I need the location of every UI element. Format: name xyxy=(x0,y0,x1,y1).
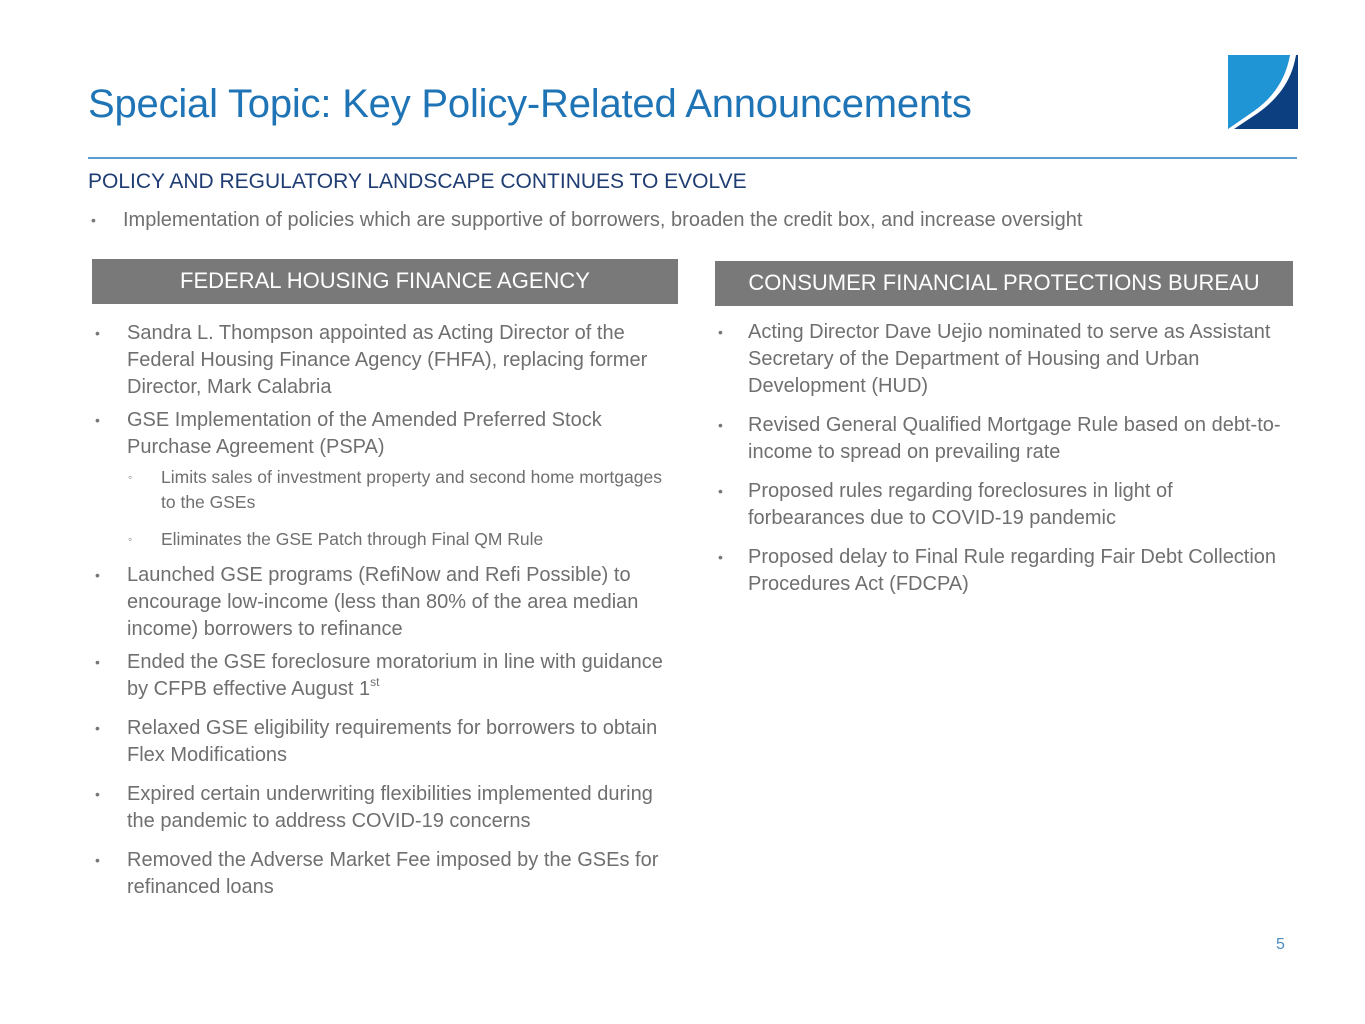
intro-bullet-text: Implementation of policies which are supportive of borrowers, broaden the credit box, and increase oversight xyxy=(123,209,1083,231)
bullet-glyph: • xyxy=(91,212,96,228)
list-item xyxy=(92,847,678,901)
title-divider xyxy=(88,157,1297,159)
cfpb-header: CONSUMER FINANCIAL PROTECTIONS BUREAU xyxy=(715,261,1293,306)
company-logo-icon xyxy=(1228,55,1298,129)
bullet-glyph: • xyxy=(95,786,100,802)
bullet-text: Acting Director Dave Uejio nominated to serve as Assistant Secretary of the Department of Housing and Urban Development (HUD) xyxy=(748,321,1271,397)
bullet-text: GSE Implementation of the Amended Preferred Stock Purchase Agreement (PSPA) xyxy=(127,409,602,458)
intro-bullet xyxy=(88,207,1365,234)
bullet-text: Sandra L. Thompson appointed as Acting Director of the Federal Housing Finance Agency (FHFA), replacing former Director, Mark Calabria xyxy=(127,322,648,398)
superscript: st xyxy=(370,675,380,689)
bullet-text: Proposed rules regarding foreclosures in light of forbearances due to COVID-19 pandemic xyxy=(748,480,1173,529)
list-item xyxy=(715,544,1293,598)
bullet-text: Proposed delay to Final Rule regarding Fair Debt Collection Procedures Act (FDCPA) xyxy=(748,546,1277,595)
bullet-glyph: • xyxy=(95,654,100,670)
list-item xyxy=(715,412,1293,466)
bullet-glyph: • xyxy=(718,324,723,340)
bullet-glyph: • xyxy=(718,417,723,433)
sub-list-item xyxy=(92,527,678,552)
list-item xyxy=(92,407,678,461)
sub-bullet-text: Limits sales of investment property and second home mortgages to the GSEs xyxy=(161,467,662,512)
bullet-glyph: • xyxy=(95,852,100,868)
fhfa-bullet-list xyxy=(92,320,678,901)
bullet-text: Ended the GSE foreclosure moratorium in line with guidance by CFPB effective August 1 xyxy=(127,651,663,700)
bullet-text: Launched GSE programs (RefiNow and Refi Possible) to encourage low-income (less than 80% of the area median income) borrowers to refinance xyxy=(127,564,639,640)
bullet-glyph: • xyxy=(95,325,100,341)
bullet-text: Revised General Qualified Mortgage Rule based on debt-to-income to spread on prevailing rate xyxy=(748,414,1281,463)
page-number: 5 xyxy=(1276,936,1285,953)
section-subtitle: POLICY AND REGULATORY LANDSCAPE CONTINUES TO EVOLVE xyxy=(88,170,747,193)
bullet-glyph: • xyxy=(95,412,100,428)
list-item xyxy=(92,715,678,769)
sub-bullet-glyph: ◦ xyxy=(128,470,133,484)
bullet-glyph: • xyxy=(718,483,723,499)
fhfa-header: FEDERAL HOUSING FINANCE AGENCY xyxy=(92,259,678,304)
bullet-text: Relaxed GSE eligibility requirements for borrowers to obtain Flex Modifications xyxy=(127,717,658,766)
sub-bullet-text: Eliminates the GSE Patch through Final QM Rule xyxy=(161,529,544,549)
list-item xyxy=(715,478,1293,532)
list-item xyxy=(92,781,678,835)
sub-bullet-glyph: ◦ xyxy=(128,532,133,546)
cfpb-column xyxy=(715,261,1293,598)
list-item xyxy=(92,649,678,703)
page-title: Special Topic: Key Policy-Related Announcements xyxy=(88,82,972,126)
bullet-text: Removed the Adverse Market Fee imposed by the GSEs for refinanced loans xyxy=(127,849,659,898)
cfpb-bullet-list xyxy=(715,319,1293,598)
fhfa-column xyxy=(92,259,678,901)
list-item xyxy=(715,319,1293,400)
bullet-glyph: • xyxy=(95,567,100,583)
bullet-text: Expired certain underwriting flexibilities implemented during the pandemic to address COVID-19 concerns xyxy=(127,783,653,832)
bullet-glyph: • xyxy=(95,720,100,736)
sub-list-item xyxy=(92,465,678,515)
list-item xyxy=(92,320,678,401)
bullet-glyph: • xyxy=(718,549,723,565)
list-item xyxy=(92,562,678,643)
